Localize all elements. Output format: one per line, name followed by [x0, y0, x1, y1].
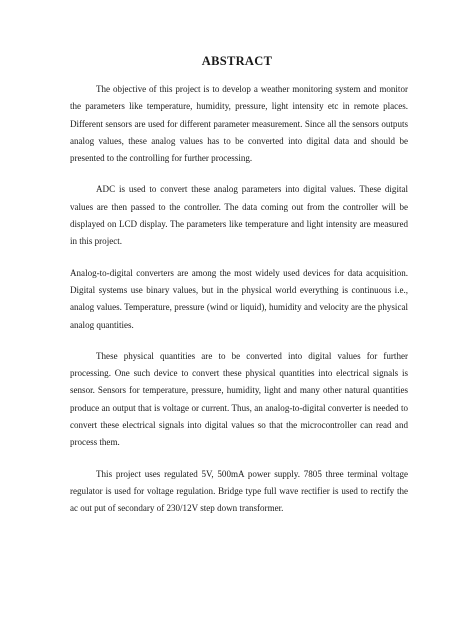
paragraph-physical-quantities: These physical quantities are to be converted into digital values for further processing. One such device to convert these physical quantities into electrical signals is sensor. Sensors for temperature, pressure, humidity, light and many other natural quantities produce an output that is voltage or current. Thus, an analog-to-digital converter is needed to convert these electrical signals into digital values so that the microcontroller can read and process them. [70, 350, 408, 448]
page-title: ABSTRACT [201, 54, 273, 68]
paragraph-adc: ADC is used to convert these analog parameters into digital values. These digital values are then passed to the controller. The data coming out from the controller will be displayed on LCD display. The parameters like temperature and light intensity are measured in this project. [70, 184, 408, 247]
paragraph-power-supply: This project uses regulated 5V, 500mA power supply. 7805 three terminal voltage regulator is used for voltage regulation. Bridge type full wave rectifier is used to rectify the ac out put of secondary of 230/12V step down transformer. [70, 468, 408, 514]
document-body [70, 81, 408, 532]
paragraph-objective: The objective of this project is to develop a weather monitoring system and monitor the parameters like temperature, humidity, pressure, light intensity etc in remote places. Different sensors are used for different parameter measurement. Since all the sensors outputs analog values, these analog values has to be converted into digital data and should be presented to the controlling for further processing. [70, 84, 408, 164]
paragraph-analog-to-digital: Analog-to-digital converters are among the most widely used devices for data acquisition. Digital systems use binary values, but in the physical world everything is continuous i.e., analog values. Temperature, pressure (wind or liquid), humidity and velocity are the physical analog quantities. [70, 267, 408, 330]
